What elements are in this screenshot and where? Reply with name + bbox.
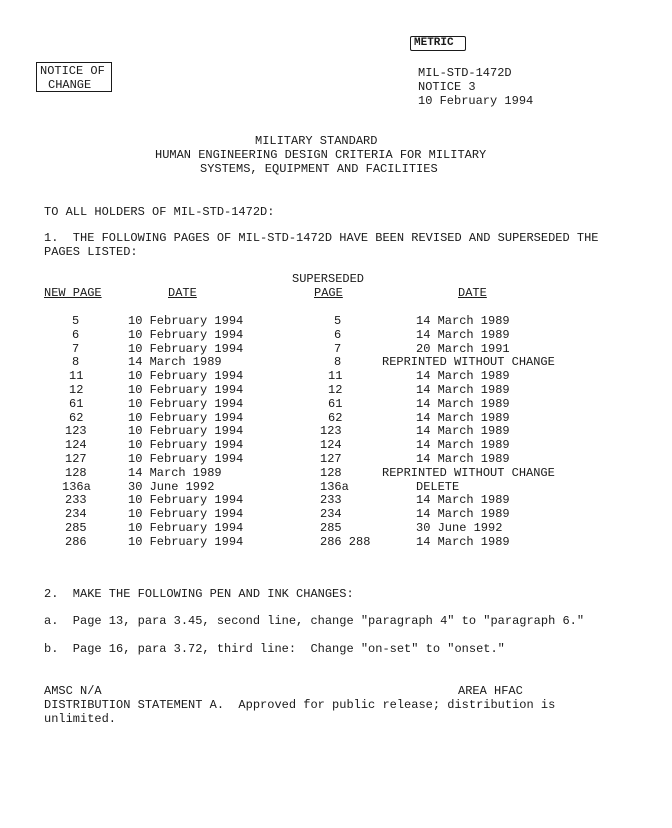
notice-box-line1: NOTICE OF xyxy=(40,64,105,78)
notice-box-line2: CHANGE xyxy=(48,78,92,92)
superseded-date-cell: 30 June 1992 xyxy=(416,521,503,535)
table-row xyxy=(0,438,672,452)
date-cell: 10 February 1994 xyxy=(128,521,244,535)
superseded-date-cell: 14 March 1989 xyxy=(416,369,510,384)
new-page-cell: 8 xyxy=(72,355,80,370)
superseded-page-cell: 61 xyxy=(328,396,343,411)
superseded-page-cell: 62 xyxy=(328,410,343,425)
date-cell: 14 March 1989 xyxy=(128,355,222,370)
header-new-page: NEW PAGE xyxy=(44,286,102,300)
date-cell: 10 February 1994 xyxy=(128,507,244,522)
table-row xyxy=(0,314,672,328)
table-row xyxy=(0,535,672,549)
date-cell: 30 June 1992 xyxy=(128,479,215,494)
date-cell: 10 February 1994 xyxy=(128,438,244,453)
new-page-cell: 62 xyxy=(69,410,84,425)
superseded-label: SUPERSEDED xyxy=(292,272,365,286)
table-row xyxy=(0,328,672,342)
date-cell: 10 February 1994 xyxy=(128,383,244,397)
superseded-date-cell: 20 March 1991 xyxy=(416,341,510,356)
new-page-cell: 61 xyxy=(69,396,84,411)
table-row xyxy=(0,493,672,507)
superseded-page-cell: 286 288 xyxy=(320,534,371,549)
superseded-date-cell: REPRINTED WITHOUT CHANGE xyxy=(382,465,555,480)
new-page-cell: 128 xyxy=(65,465,87,480)
date-cell: 10 February 1994 xyxy=(128,314,244,328)
item-a: a. Page 13, para 3.45, second line, change "paragraph 4" to "paragraph 6." xyxy=(44,614,585,628)
superseded-page-cell: 285 xyxy=(320,521,342,535)
new-page-cell: 7 xyxy=(72,341,80,356)
superseded-page-cell: 136a xyxy=(320,479,349,494)
amsc-label: AMSC N/A xyxy=(44,684,102,698)
item-b: b. Page 16, para 3.72, third line: Change "on-set" to "onset." xyxy=(44,642,505,656)
notice-number: NOTICE 3 xyxy=(418,80,476,94)
superseded-page-cell: 12 xyxy=(328,383,343,397)
date-cell: 10 February 1994 xyxy=(128,396,244,411)
header-date: DATE xyxy=(168,286,197,300)
table-row xyxy=(0,355,672,369)
new-page-cell: 11 xyxy=(69,369,84,384)
header-page: PAGE xyxy=(314,286,343,300)
superseded-page-cell: 234 xyxy=(320,507,342,522)
area-label: AREA HFAC xyxy=(458,684,523,698)
date-cell: 14 March 1989 xyxy=(128,465,222,480)
table-row xyxy=(0,411,672,425)
title-line-1: MILITARY STANDARD xyxy=(255,134,378,148)
new-page-cell: 123 xyxy=(65,424,87,439)
new-page-cell: 285 xyxy=(65,521,87,535)
new-page-cell: 127 xyxy=(65,452,87,466)
metric-stamp-label: METRIC xyxy=(414,37,454,49)
date-cell: 10 February 1994 xyxy=(128,424,244,439)
superseded-page-cell: 7 xyxy=(334,341,342,356)
date-cell: 10 February 1994 xyxy=(128,534,244,549)
doc-id: MIL-STD-1472D xyxy=(418,66,512,80)
superseded-page-cell: 124 xyxy=(320,438,342,453)
new-page-cell: 234 xyxy=(65,507,87,522)
superseded-date-cell: 14 March 1989 xyxy=(416,534,510,549)
superseded-page-cell: 127 xyxy=(320,452,342,466)
table-row xyxy=(0,397,672,411)
superseded-date-cell: DELETE xyxy=(416,479,460,494)
date-cell: 10 February 1994 xyxy=(128,327,244,342)
item-1-line-2: PAGES LISTED: xyxy=(44,245,138,259)
superseded-page-cell: 233 xyxy=(320,493,342,508)
superseded-page-cell: 11 xyxy=(328,369,343,384)
title-line-3: SYSTEMS, EQUIPMENT AND FACILITIES xyxy=(200,162,438,176)
header-superseded-date: DATE xyxy=(458,286,487,300)
superseded-date-cell: 14 March 1989 xyxy=(416,507,510,522)
date-cell: 10 February 1994 xyxy=(128,452,244,466)
superseded-date-cell: 14 March 1989 xyxy=(416,314,510,328)
table-row xyxy=(0,342,672,356)
superseded-page-cell: 128 xyxy=(320,465,342,480)
date-cell: 10 February 1994 xyxy=(128,493,244,508)
new-page-cell: 136a xyxy=(62,479,91,494)
new-page-cell: 6 xyxy=(72,327,80,342)
superseded-page-cell: 123 xyxy=(320,424,342,439)
superseded-date-cell: 14 March 1989 xyxy=(416,327,510,342)
title-line-2: HUMAN ENGINEERING DESIGN CRITERIA FOR MILITARY xyxy=(155,148,487,162)
new-page-cell: 233 xyxy=(65,493,87,508)
item-2: 2. MAKE THE FOLLOWING PEN AND INK CHANGES: xyxy=(44,587,354,601)
superseded-page-cell: 5 xyxy=(334,314,342,328)
superseded-page-cell: 8 xyxy=(334,355,342,370)
table-row xyxy=(0,369,672,383)
superseded-date-cell: 14 March 1989 xyxy=(416,493,510,508)
superseded-date-cell: 14 March 1989 xyxy=(416,438,510,453)
table-row xyxy=(0,480,672,494)
superseded-page-cell: 6 xyxy=(334,327,342,342)
date-cell: 10 February 1994 xyxy=(128,410,244,425)
new-page-cell: 286 xyxy=(65,534,87,549)
superseded-date-cell: 14 March 1989 xyxy=(416,396,510,411)
item-1-line-1: 1. THE FOLLOWING PAGES OF MIL-STD-1472D HAVE BEEN REVISED AND SUPERSEDED THE xyxy=(44,231,599,245)
superseded-date-cell: 14 March 1989 xyxy=(416,383,510,397)
new-page-cell: 12 xyxy=(69,383,84,397)
date-cell: 10 February 1994 xyxy=(128,341,244,356)
superseded-date-cell: 14 March 1989 xyxy=(416,424,510,439)
new-page-cell: 5 xyxy=(72,314,80,328)
distribution-line-2: unlimited. xyxy=(44,712,117,726)
table-row xyxy=(0,466,672,480)
date-cell: 10 February 1994 xyxy=(128,369,244,384)
table-row xyxy=(0,383,672,397)
superseded-date-cell: REPRINTED WITHOUT CHANGE xyxy=(382,355,555,370)
table-row xyxy=(0,521,672,535)
superseded-date-cell: 14 March 1989 xyxy=(416,410,510,425)
table-row xyxy=(0,452,672,466)
distribution-line-1: DISTRIBUTION STATEMENT A. Approved for public release; distribution is xyxy=(44,698,556,712)
addressee: TO ALL HOLDERS OF MIL-STD-1472D: xyxy=(44,205,275,219)
table-row xyxy=(0,424,672,438)
superseded-date-cell: 14 March 1989 xyxy=(416,452,510,466)
table-row xyxy=(0,507,672,521)
new-page-cell: 124 xyxy=(65,438,87,453)
notice-date: 10 February 1994 xyxy=(418,94,534,108)
